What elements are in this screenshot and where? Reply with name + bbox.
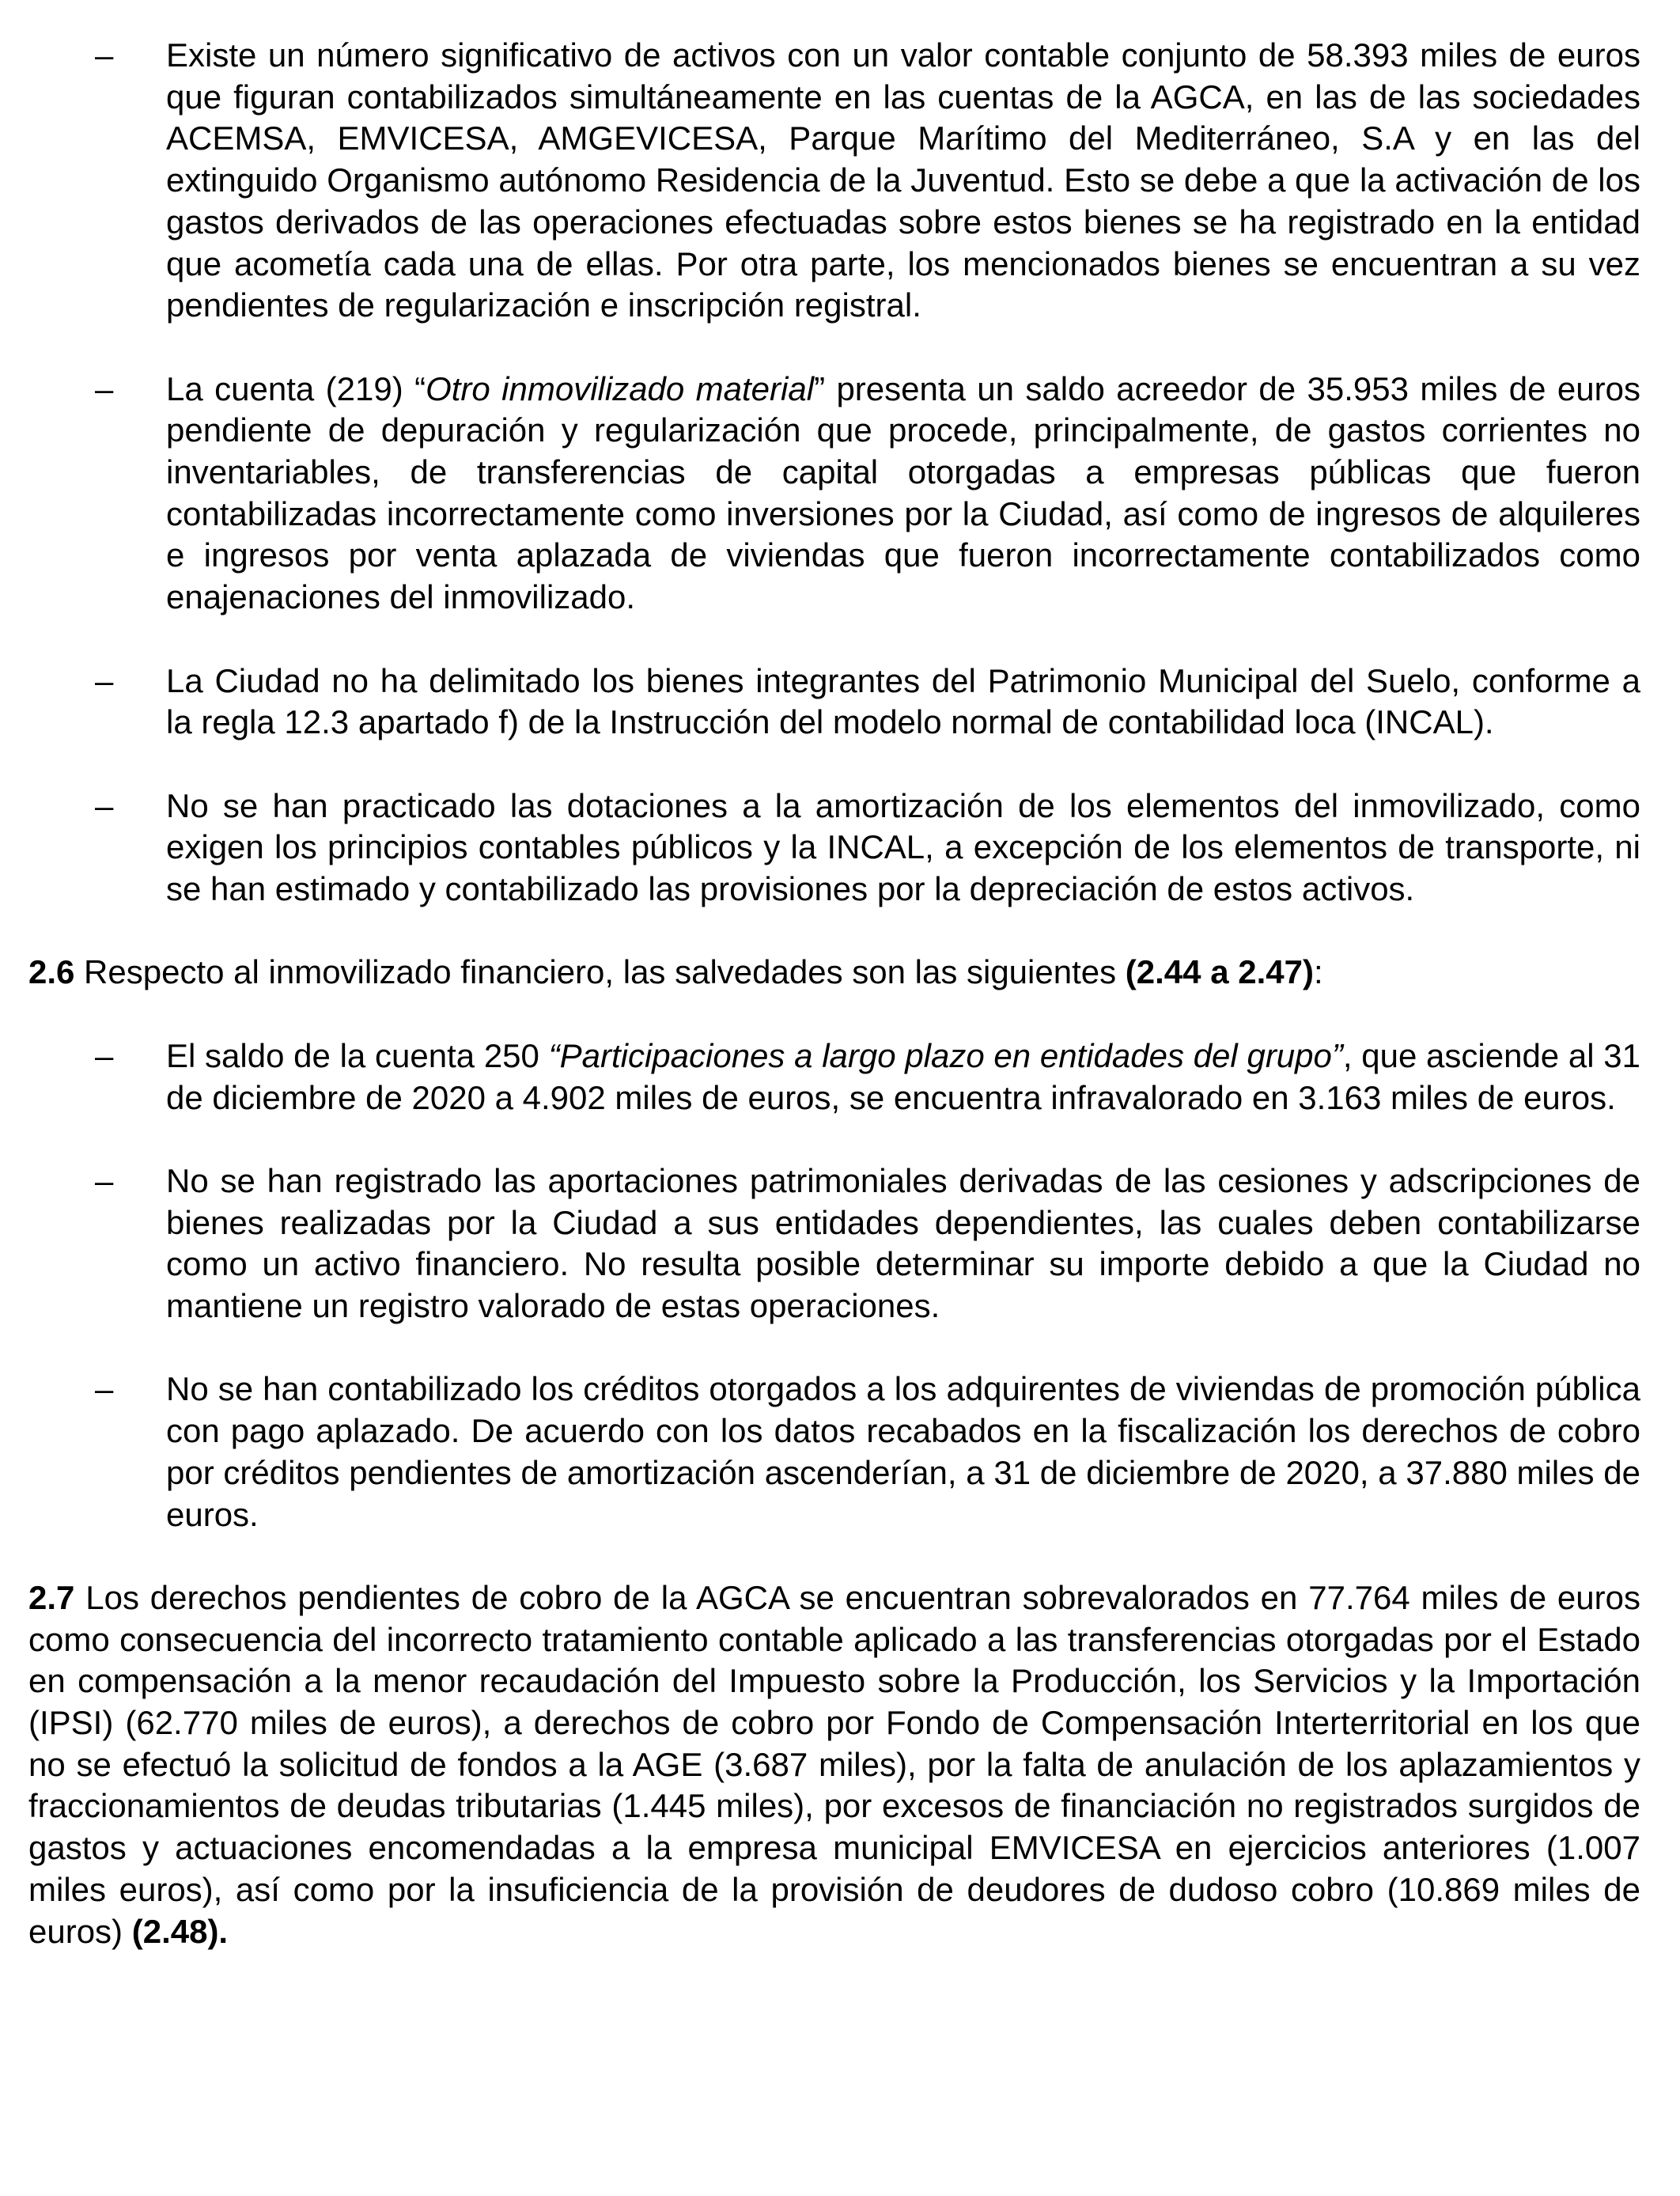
dash-bullet: – [95, 786, 114, 824]
dash-bullet: – [95, 36, 114, 74]
section-text: Respecto al inmovilizado financiero, las salvedades son las siguientes [74, 953, 1126, 991]
section-reference: (2.48). [131, 1912, 229, 1950]
account-name: “Participaciones a largo plazo en entidades del grupo” [548, 1036, 1343, 1074]
account-name: Otro inmovilizado material [426, 369, 815, 407]
item-text: Existe un número significativo de activos con un valor contable conjunto de 58.393 miles de euros que figuran contabilizados simultáneamente en las cuentas de la AGCA, en las de las sociedades ACEMSA, EMVICESA, AMGEVICESA, Parque Marítimo del Mediterráneo, S.A y en las del extinguido Organismo autónomo Residencia de la Juventud. Esto se debe a que la activación de los gastos derivados de las operaciones efectuadas sobre estos bienes se ha registrado en la entidad que acometía cada una de ellas. Por otra parte, los mencionados bienes se encuentran a su vez pendientes de regularización e inscripción registral. [166, 36, 1640, 324]
item-text: ” presenta un saldo acreedor de 35.953 miles de euros pendiente de depuración y regularización que procede, principalmente, de gastos corrientes no inventariables, de transferencias de capital otorgadas a empresas públicas que fueron contabilizadas incorrectamente como inversiones por la Ciudad, así como de ingresos de alquileres e ingresos por venta aplazada de viviendas que fueron incorrectamente contabilizados como enajenaciones del inmovilizado. [166, 369, 1640, 616]
item-text: La cuenta (219) “ [166, 369, 426, 407]
list-item [28, 661, 1640, 744]
item-text: , que asciende al 31 de diciembre de 2020 a 4.902 miles de euros, se encuentra infravalorado en 3.163 miles de euros. [166, 1036, 1640, 1116]
dash-bullet: – [95, 369, 114, 407]
list-item [28, 1160, 1640, 1327]
dash-bullet: – [95, 661, 114, 699]
dash-bullet: – [95, 1370, 114, 1408]
list-item [28, 1369, 1640, 1535]
dash-bullet: – [95, 1036, 114, 1074]
item-text: No se han registrado las aportaciones patrimoniales derivadas de las cesiones y adscripciones de bienes realizadas por la Ciudad a sus entidades dependientes, las cuales deben contabilizarse como un activo financiero. No resulta posible determinar su importe debido a que la Ciudad no mantiene un registro valorado de estas operaciones. [166, 1161, 1640, 1324]
section-2-6 [28, 952, 1640, 994]
section-number: 2.6 [28, 953, 75, 991]
section-text: Los derechos pendientes de cobro de la AGCA se encuentran sobrevalorados en 77.764 miles de euros como consecuencia del incorrecto tratamiento contable aplicado a las transferencias otorgadas por el Estado en compensación a la menor recaudación del Impuesto sobre la Producción, los Servicios y la Importación (IPSI) (62.770 miles de euros), a derechos de cobro por Fondo de Compensación Interterritorial en los que no se efectuó la solicitud de fondos a la AGE (3.687 miles), por la falta de anulación de los aplazamientos y fraccionamientos de deudas tributarias (1.445 miles), por excesos de financiación no registrados surgidos de gastos y actuaciones encomendadas a la empresa municipal EMVICESA en ejercicios anteriores (1.007 miles euros), así como por la insuficiencia de la provisión de deudores de dudoso cobro (10.869 miles de euros) [28, 1578, 1640, 1950]
item-text: El saldo de la cuenta 250 [166, 1036, 549, 1074]
item-text: No se han practicado las dotaciones a la amortización de los elementos del inmovilizado, como exigen los principios contables públicos y la INCAL, a excepción de los elementos de transporte, ni se han estimado y contabilizado las provisiones por la depreciación de estos activos. [166, 786, 1640, 908]
list-item [28, 1036, 1640, 1119]
section-2-7 [28, 1577, 1640, 1952]
dash-bullet: – [95, 1161, 114, 1199]
list-item [28, 786, 1640, 911]
section-punctuation: : [1313, 953, 1323, 991]
list-item [28, 35, 1640, 327]
item-text: No se han contabilizado los créditos otorgados a los adquirentes de viviendas de promoción pública con pago aplazado. De acuerdo con los datos recabados en la fiscalización los derechos de cobro por créditos pendientes de amortización ascenderían, a 31 de diciembre de 2020, a 37.880 miles de euros. [166, 1370, 1640, 1533]
list-item [28, 369, 1640, 619]
item-text: La Ciudad no ha delimitado los bienes integrantes del Patrimonio Municipal del Suelo, conforme a la regla 12.3 apartado f) de la Instrucción del modelo normal de contabilidad loca (INCAL). [166, 661, 1640, 741]
section-number: 2.7 [28, 1578, 75, 1616]
section-reference: (2.44 a 2.47) [1125, 953, 1314, 991]
document-page [28, 35, 1640, 1994]
